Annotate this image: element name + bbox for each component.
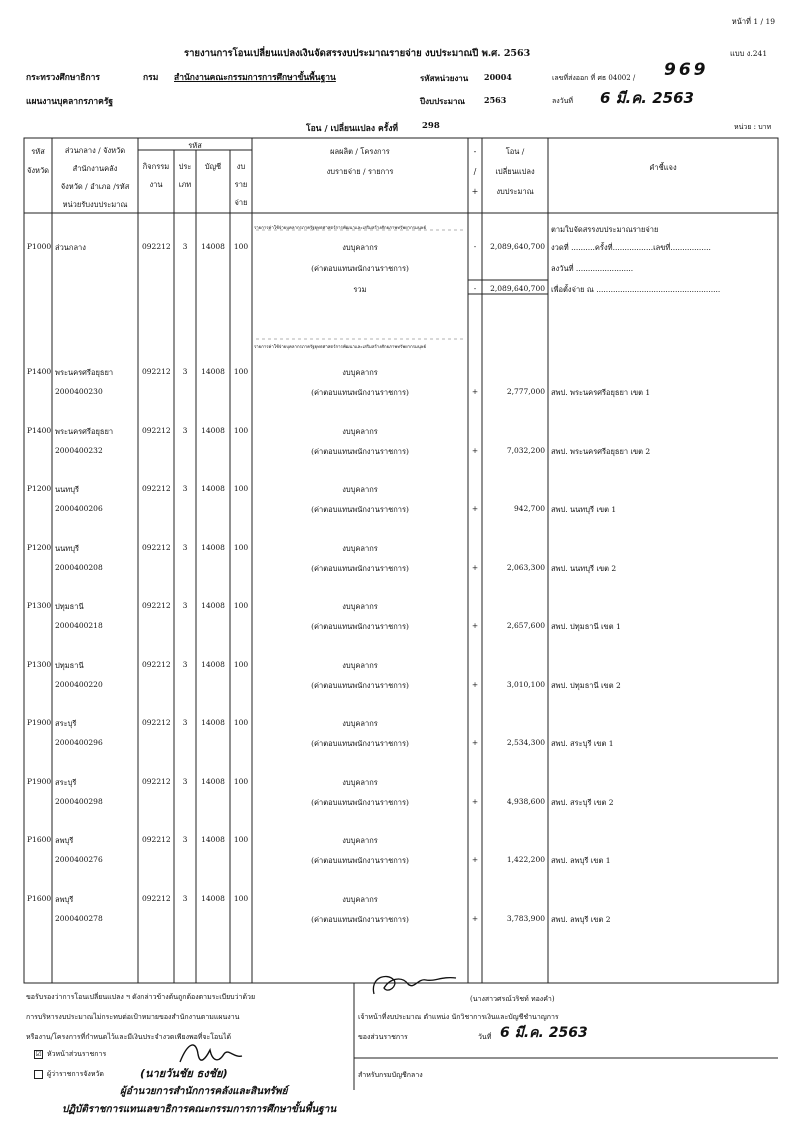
ministry: กระทรวงศึกษาธิการ	[26, 73, 100, 83]
officer-of: ของส่วนราชการ	[358, 1033, 408, 1041]
row-item-detail: (ค่าตอบแทนพนักงานราชการ)	[311, 739, 409, 748]
row-activity: 092212	[142, 426, 171, 435]
central-amount: 2,089,640,700	[490, 242, 545, 251]
certify-line-1: ขอรับรองว่าการโอนเปลี่ยนแปลง ฯ ดังกล่าวข้างต้นถูกต้องตามระเบียบว่าด้วย	[26, 993, 256, 1001]
row-agency: ปทุมธานี	[55, 661, 84, 670]
row-amount: 4,938,600	[506, 797, 545, 806]
option-governor: ผู้ว่าราชการจังหวัด	[34, 1069, 104, 1080]
program-note-2: รายการค่าใช้จ่ายบุคลากรภาครัฐยุทธศาสตร์การพัฒนาและเสริมสร้างศักยภาพทรัพยากรมนุษย์	[254, 345, 427, 350]
row-type: 3	[182, 543, 188, 552]
row-account: 14008	[201, 660, 225, 669]
row-remark: สพป. ลพบุรี เขต 2	[551, 915, 611, 924]
row-budget: 100	[233, 894, 249, 903]
row-account: 14008	[201, 601, 225, 610]
row-item-detail: (ค่าตอบแทนพนักงานราชการ)	[311, 798, 409, 807]
row-agency: พระนครศรีอยุธยา	[55, 368, 114, 377]
row-activity: 092212	[142, 484, 171, 493]
row-sign: +	[471, 680, 479, 689]
row-budget: 100	[233, 718, 249, 727]
row-item-detail: (ค่าตอบแทนพนักงานราชการ)	[311, 915, 409, 924]
fiscal-year: 2563	[484, 95, 507, 105]
header-activity: กิจกรรม งาน	[142, 162, 170, 189]
row-unit-code: 2000400208	[55, 563, 103, 572]
row-activity: 092212	[142, 601, 171, 610]
department-name: สำนักงานคณะกรรมการการศึกษาขั้นพื้นฐาน	[174, 73, 336, 83]
row-unit-code: 2000400218	[55, 621, 103, 630]
central-remark-2: งวดที่ ..........ครั้งที่.................เลขที่.................	[551, 243, 711, 252]
row-unit-code: 2000400298	[55, 797, 103, 806]
central-remark-4: เพื่อตั้งจ่าย ณ ....................................................	[551, 285, 721, 294]
certify-line-3: หรืองาน/โครงการที่กำหนดไว้และมีเงินประจำงวดเพียงพอที่จะโอนได้	[26, 1033, 232, 1041]
date-value: 6 มี.ค. 2563	[600, 89, 694, 107]
doc-no-label: เลขที่ส่งออก ที่ ศธ 04002 /	[552, 74, 636, 82]
row-type: 3	[182, 835, 188, 844]
row-budget: 100	[233, 484, 249, 493]
row-unit-code: 2000400232	[55, 446, 103, 455]
row-remark: สพป. ลพบุรี เขต 1	[551, 856, 611, 865]
header-type: ประ เภท	[178, 162, 192, 189]
row-unit-code: 2000400230	[55, 387, 103, 396]
row-sign: +	[471, 797, 479, 806]
program-note: รายการค่าใช้จ่ายบุคลากรภาครัฐยุทธศาสตร์การพัฒนาและเสริมสร้างศักยภาพทรัพยากรมนุษย์	[254, 226, 427, 231]
row-item-detail: (ค่าตอบแทนพนักงานราชการ)	[311, 564, 409, 573]
row-budget: 100	[233, 835, 249, 844]
central-total-amount: 2,089,640,700	[490, 284, 545, 293]
row-budget: 100	[233, 601, 249, 610]
row-item: งบบุคลากร	[342, 836, 378, 845]
row-account: 14008	[201, 484, 225, 493]
row-account: 14008	[201, 543, 225, 552]
central-sign: -	[473, 242, 477, 251]
row-item: งบบุคลากร	[342, 895, 378, 904]
transfer-no: 298	[422, 121, 440, 131]
header-amount: โอน / เปลี่ยนแปลง งบประมาณ	[495, 147, 535, 196]
row-budget: 100	[233, 426, 249, 435]
row-activity: 092212	[142, 894, 171, 903]
comptroller-section: สำหรับกรมบัญชีกลาง	[358, 1071, 423, 1079]
central-budget: 100	[233, 242, 249, 251]
row-item: งบบุคลากร	[342, 544, 378, 553]
row-amount: 3,010,100	[506, 680, 545, 689]
date-label: ลงวันที่	[552, 97, 574, 105]
row-remark: สพป. สระบุรี เขต 1	[551, 739, 614, 748]
central-item2: (ค่าตอบแทนพนักงานราชการ)	[311, 264, 409, 273]
row-account: 14008	[201, 718, 225, 727]
checkbox-head-of-agency[interactable]: ☑	[35, 1049, 42, 1058]
row-activity: 092212	[142, 777, 171, 786]
row-item-detail: (ค่าตอบแทนพนักงานราชการ)	[311, 447, 409, 456]
row-amount: 942,700	[513, 504, 545, 513]
form-code: แบบ ง.241	[730, 49, 768, 58]
row-prov-code: P1900	[27, 718, 52, 727]
unit-code-label: รหัสหน่วยงาน	[420, 73, 469, 83]
doc-no: 969	[664, 60, 709, 80]
header-output: ผลผลิต / โครงการ งบรายจ่าย / รายการ	[326, 147, 394, 176]
row-account: 14008	[201, 835, 225, 844]
header-sign: - / +	[471, 147, 479, 196]
unit-label: หน่วย : บาท	[734, 123, 772, 131]
row-type: 3	[182, 601, 188, 610]
row-unit-code: 2000400278	[55, 914, 103, 923]
row-amount: 2,657,600	[506, 621, 545, 630]
row-budget: 100	[233, 660, 249, 669]
row-amount: 2,777,000	[506, 387, 545, 396]
row-prov-code: P1600	[27, 835, 52, 844]
row-sign: +	[471, 563, 479, 572]
central-account: 14008	[201, 242, 225, 251]
header-remark: คำชี้แจง	[649, 163, 677, 172]
row-item: งบบุคลากร	[342, 427, 378, 436]
row-budget: 100	[233, 367, 249, 376]
row-unit-code: 2000400206	[55, 504, 103, 513]
row-item: งบบุคลากร	[342, 719, 378, 728]
officer-name: (นางสาวศรณ์วริชท์ ทองคำ)	[470, 995, 555, 1003]
row-agency: นนทบุรี	[55, 485, 79, 494]
central-item1: งบบุคลากร	[342, 243, 378, 252]
header-prov-code: รหัส จังหวัด	[26, 147, 50, 175]
row-remark: สพป. สระบุรี เขต 2	[551, 798, 614, 807]
row-account: 14008	[201, 426, 225, 435]
row-item-detail: (ค่าตอบแทนพนักงานราชการ)	[311, 505, 409, 514]
row-unit-code: 2000400220	[55, 680, 103, 689]
report-title: รายงานการโอนเปลี่ยนแปลงเงินจัดสรรงบประมาณรายจ่าย งบประมาณปี พ.ศ. 2563	[184, 48, 531, 59]
row-amount: 2,534,300	[506, 738, 545, 747]
row-sign: +	[471, 738, 479, 747]
row-sign: +	[471, 387, 479, 396]
row-agency: ปทุมธานี	[55, 602, 84, 611]
row-remark: สพป. ปทุมธานี เขต 2	[551, 681, 621, 690]
row-prov-code: P1300	[27, 660, 52, 669]
row-unit-code: 2000400276	[55, 855, 103, 864]
signer-position-2: ปฏิบัติราชการแทนเลขาธิการคณะกรรมการการศึกษาขั้นพื้นฐาน	[62, 1104, 337, 1115]
row-activity: 092212	[142, 543, 171, 552]
header-budget-type: งบ ราย จ่าย	[234, 162, 248, 207]
row-prov-code: P1300	[27, 601, 52, 610]
certify-line-2: การบริหารงบประมาณไม่กระทบต่อเป้าหมายของสำนักงานตามแผนงาน	[26, 1013, 240, 1021]
row-sign: +	[471, 504, 479, 513]
row-type: 3	[182, 660, 188, 669]
central-remark-3: ลงวันที่ ........................	[551, 264, 634, 273]
row-activity: 092212	[142, 718, 171, 727]
row-item-detail: (ค่าตอบแทนพนักงานราชการ)	[311, 681, 409, 690]
row-unit-code: 2000400296	[55, 738, 103, 747]
row-budget: 100	[233, 543, 249, 552]
row-account: 14008	[201, 894, 225, 903]
row-item-detail: (ค่าตอบแทนพนักงานราชการ)	[311, 622, 409, 631]
unit-code: 20004	[484, 72, 512, 82]
header-agency: ส่วนกลาง / จังหวัด สำนักงานคลัง จังหวัด / อำเภอ /รหัส หน่วยรับงบประมาณ	[60, 146, 130, 209]
row-amount: 2,063,300	[506, 563, 545, 572]
header-code-group: รหัส	[188, 141, 202, 150]
central-agency: ส่วนกลาง	[55, 243, 86, 252]
row-remark: สพป. พระนครศรีอยุธยา เขต 2	[551, 447, 651, 456]
row-agency: ลพบุรี	[55, 895, 74, 904]
row-agency: พระนครศรีอยุธยา	[55, 427, 114, 436]
row-type: 3	[182, 777, 188, 786]
central-activity: 092212	[142, 242, 171, 251]
central-type: 3	[182, 242, 188, 251]
row-prov-code: P1900	[27, 777, 52, 786]
row-item-detail: (ค่าตอบแทนพนักงานราชการ)	[311, 856, 409, 865]
row-remark: สพป. พระนครศรีอยุธยา เขต 1	[551, 388, 651, 397]
row-activity: 092212	[142, 660, 171, 669]
signature-officer	[368, 968, 460, 1002]
header-account: บัญชี	[204, 162, 222, 171]
row-item: งบบุคลากร	[342, 368, 378, 377]
row-agency: นนทบุรี	[55, 544, 79, 553]
row-prov-code: P1400	[27, 426, 52, 435]
row-activity: 092212	[142, 835, 171, 844]
option-head-of-agency: ☑ หัวหน้าส่วนราชการ	[35, 1049, 107, 1058]
row-type: 3	[182, 718, 188, 727]
row-prov-code: P1400	[27, 367, 52, 376]
row-item: งบบุคลากร	[342, 778, 378, 787]
row-remark: สพป. นนทบุรี เขต 2	[551, 564, 617, 573]
department-label: กรม	[143, 73, 159, 83]
row-type: 3	[182, 894, 188, 903]
row-prov-code: P1200	[27, 484, 52, 493]
central-code: P1000	[27, 242, 52, 251]
row-item: งบบุคลากร	[342, 661, 378, 670]
row-type: 3	[182, 367, 188, 376]
row-type: 3	[182, 426, 188, 435]
row-item-detail: (ค่าตอบแทนพนักงานราชการ)	[311, 388, 409, 397]
plan: แผนงานบุคลากรภาครัฐ	[26, 97, 114, 107]
row-sign: +	[471, 855, 479, 864]
officer-date: 6 มี.ค. 2563	[500, 1025, 588, 1041]
central-remark-1: ตามใบจัดสรรงบประมาณรายจ่าย	[551, 225, 659, 234]
row-amount: 3,783,900	[506, 914, 545, 923]
row-remark: สพป. นนทบุรี เขต 1	[551, 505, 617, 514]
signer-name: (นายวันชัย ธงชัย)	[140, 1067, 228, 1080]
central-total-label: รวม	[353, 285, 367, 294]
row-type: 3	[182, 484, 188, 493]
row-item: งบบุคลากร	[342, 602, 378, 611]
page-number: หน้าที่ 1 / 19	[731, 17, 775, 26]
row-account: 14008	[201, 777, 225, 786]
row-activity: 092212	[142, 367, 171, 376]
row-agency: ลพบุรี	[55, 836, 74, 845]
fiscal-year-label: ปีงบประมาณ	[420, 96, 465, 106]
officer-date-label: วันที่	[478, 1033, 492, 1041]
row-item: งบบุคลากร	[342, 485, 378, 494]
transfer-label: โอน / เปลี่ยนแปลง ครั้งที่	[306, 124, 399, 134]
row-amount: 1,422,200	[506, 855, 545, 864]
row-account: 14008	[201, 367, 225, 376]
row-agency: สระบุรี	[55, 719, 77, 728]
row-sign: +	[471, 621, 479, 630]
row-budget: 100	[233, 777, 249, 786]
row-amount: 7,032,200	[506, 446, 545, 455]
row-sign: +	[471, 446, 479, 455]
signer-position-1: ผู้อำนวยการสำนักการคลังและสินทรัพย์	[120, 1086, 288, 1097]
officer-position: เจ้าหน้าที่งบประมาณ ตำแหน่ง นักวิชาการเงินและบัญชีชำนาญการ	[358, 1013, 559, 1021]
row-prov-code: P1200	[27, 543, 52, 552]
row-agency: สระบุรี	[55, 778, 77, 787]
central-total-sign: -	[473, 284, 477, 293]
checkbox-governor[interactable]	[34, 1070, 43, 1079]
row-prov-code: P1600	[27, 894, 52, 903]
row-remark: สพป. ปทุมธานี เขต 1	[551, 622, 621, 631]
row-sign: +	[471, 914, 479, 923]
